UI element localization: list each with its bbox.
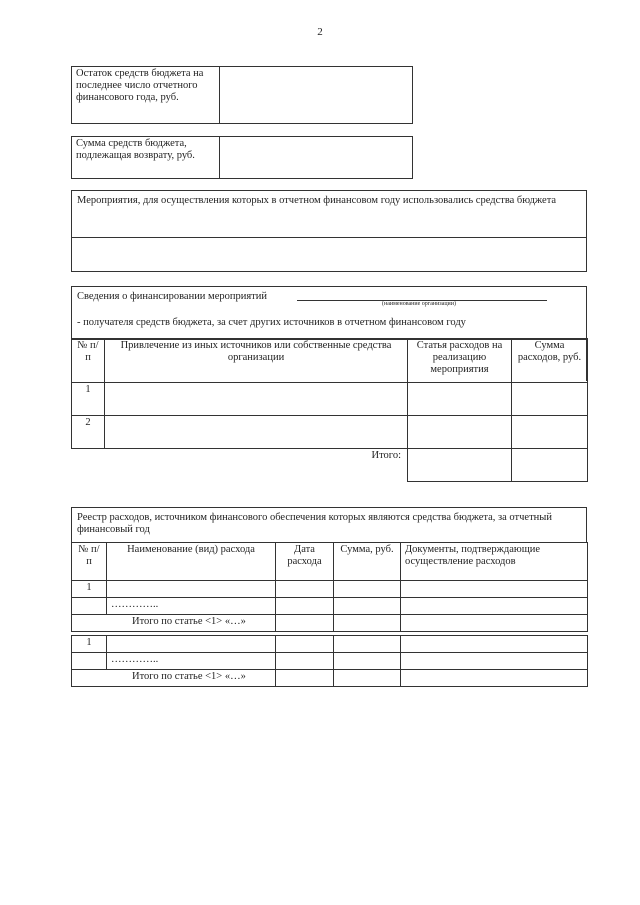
financing-title: Сведения о финансировании мероприятий: [77, 291, 268, 302]
financing-row-num: 1: [72, 383, 105, 416]
financing-table: [71, 338, 588, 482]
registry-row-dots: …………..: [107, 598, 276, 615]
financing-header-sum: Сумма расходов, руб.: [512, 339, 588, 383]
registry-total-sum: [334, 615, 401, 632]
registry-total-date: [276, 670, 334, 687]
org-caption: (наименование организации): [382, 301, 456, 307]
registry-header-num: № п/п: [72, 543, 107, 581]
registry-row-num: [72, 598, 107, 615]
registry-header-date: Дата расхода: [276, 543, 334, 581]
balance-label: Остаток средств бюджета на последнее число отчетного финансового года, руб.: [72, 67, 220, 124]
registry-table-2: [71, 635, 588, 687]
financing-row-num: 2: [72, 416, 105, 449]
financing-row-article: [408, 383, 512, 416]
registry-total-label: Итого по статье <1> «…»: [72, 615, 276, 632]
registry-row-docs: [401, 636, 588, 653]
registry-header-name: Наименование (вид) расхода: [107, 543, 276, 581]
registry-row-sum: [334, 653, 401, 670]
registry-header-sum: Сумма, руб.: [334, 543, 401, 581]
registry-table-1: [71, 542, 588, 632]
financing-row-article: [408, 416, 512, 449]
financing-total-label: Итого:: [105, 449, 408, 482]
activities-label: Мероприятия, для осуществления которых в отчетном финансовом году использовались средства бюджета: [77, 195, 557, 206]
registry-row-dots: …………..: [107, 653, 276, 670]
registry-row-sum: [334, 581, 401, 598]
registry-row-date: [276, 653, 334, 670]
registry-total-date: [276, 615, 334, 632]
registry-row-num: 1: [72, 636, 107, 653]
financing-header-article: Статья расходов на реализацию мероприятия: [408, 339, 512, 383]
registry-row-docs: [401, 581, 588, 598]
financing-header-source: Привлечение из иных источников или собственные средства организации: [105, 339, 408, 383]
registry-section: [71, 507, 587, 543]
financing-row-sum: [512, 383, 588, 416]
financing-subtitle: - получателя средств бюджета, за счет других источников в отчетном финансовом году: [77, 317, 466, 328]
registry-row-num: 1: [72, 581, 107, 598]
financing-total-article: [408, 449, 512, 482]
registry-total-sum: [334, 670, 401, 687]
page-number: 2: [317, 26, 323, 38]
activities-box: [71, 190, 587, 272]
registry-row-sum: [334, 598, 401, 615]
financing-total-spacer: [72, 449, 105, 482]
balance-table: [71, 66, 413, 124]
registry-row-sum: [334, 636, 401, 653]
registry-total-docs: [401, 615, 588, 632]
registry-row-date: [276, 598, 334, 615]
registry-row-name: [107, 581, 276, 598]
registry-row-name: [107, 636, 276, 653]
balance-value: [220, 67, 413, 124]
registry-row-num: [72, 653, 107, 670]
registry-total-docs: [401, 670, 588, 687]
registry-row-date: [276, 636, 334, 653]
registry-total-label: Итого по статье <1> «…»: [72, 670, 276, 687]
activities-divider: [72, 237, 586, 238]
refund-value: [220, 137, 413, 179]
registry-row-docs: [401, 653, 588, 670]
financing-row-source: [105, 416, 408, 449]
refund-label: Сумма средств бюджета, подлежащая возврату, руб.: [72, 137, 220, 179]
registry-row-docs: [401, 598, 588, 615]
financing-total-sum: [512, 449, 588, 482]
financing-row-source: [105, 383, 408, 416]
registry-row-date: [276, 581, 334, 598]
registry-title: Реестр расходов, источником финансового обеспечения которых являются средства бюджета, за отчетный финансовый год: [77, 512, 552, 535]
registry-header-docs: Документы, подтверждающие осуществление расходов: [401, 543, 588, 581]
financing-header-num: № п/п: [72, 339, 105, 383]
refund-table: [71, 136, 413, 179]
financing-row-sum: [512, 416, 588, 449]
